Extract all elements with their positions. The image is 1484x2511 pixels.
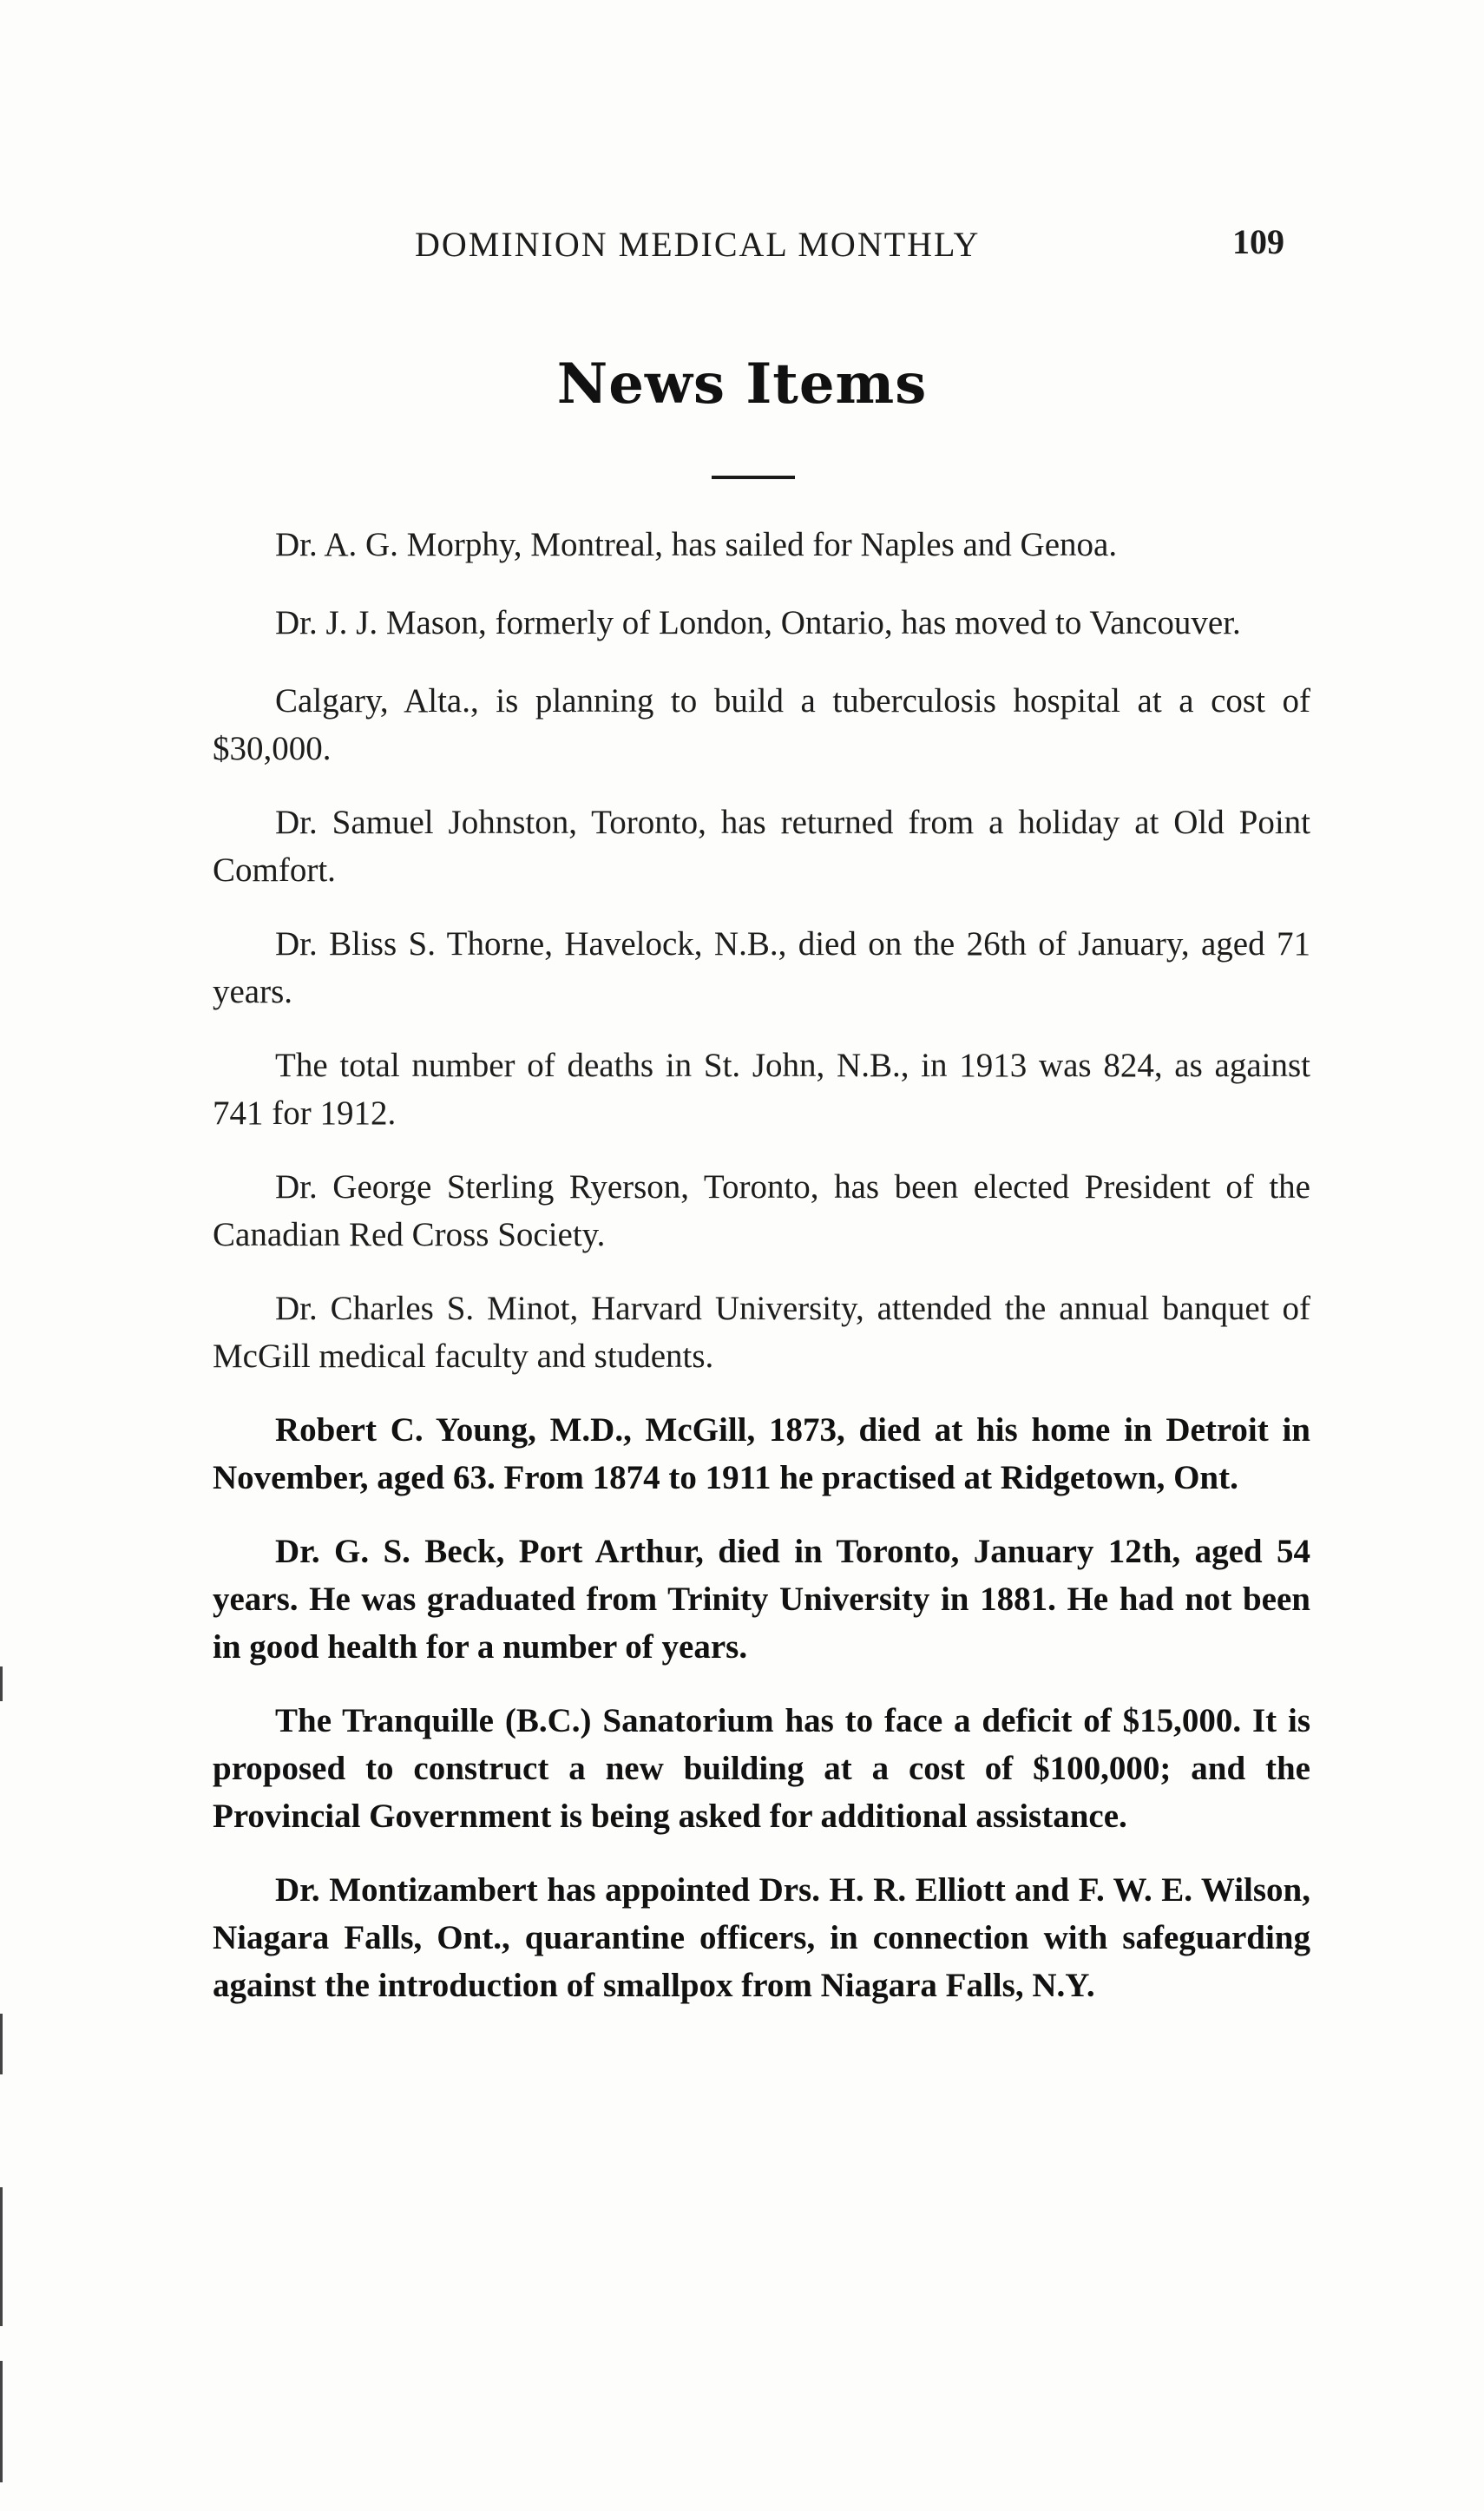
news-item: Dr. Bliss S. Thorne, Havelock, N.B., died on the 26th of January, aged 71 years.: [213, 925, 1310, 1010]
section-title: News Items: [556, 352, 928, 417]
news-item: Calgary, Alta., is planning to build a tuberculosis hospital at a cost of $30,000.: [213, 682, 1310, 767]
running-head: DOMINION MEDICAL MONTHLY: [415, 225, 981, 264]
news-item: The Tranquille (B.C.) Sanatorium has to face a deficit of $15,000. It is proposed to construct a new building at a cost of $100,000; and the Provincial Government is being asked for additional assistance.: [213, 1702, 1310, 1835]
scan-edge-mark: [0, 2014, 3, 2074]
news-item: Dr. G. S. Beck, Port Arthur, died in Toronto, January 12th, aged 54 years. He was graduated from Trinity University in 1881. He had not been in good health for a number of years.: [213, 1533, 1310, 1666]
news-item: Robert C. Young, M.D., McGill, 1873, died at his home in Detroit in November, aged 63. From 1874 to 1911 he practised at Ridgetown, Ont.: [213, 1411, 1310, 1496]
news-item: Dr. Montizambert has appointed Drs. H. R. Elliott and F. W. E. Wilson, Niagara Falls, Ont., quarantine officers, in connection with safeguarding against the introduction of smallpox from Niagara Falls, N.Y.: [213, 1871, 1310, 2004]
news-item: Dr. A. G. Morphy, Montreal, has sailed for Naples and Genoa.: [275, 526, 1118, 563]
scan-edge-mark: [0, 2187, 3, 2326]
page-number: 109: [1232, 222, 1284, 261]
scan-edge-mark: [0, 2361, 3, 2482]
news-item: Dr. J. J. Mason, formerly of London, Ontario, has moved to Vancouver.: [275, 604, 1241, 641]
news-item: Dr. Charles S. Minot, Harvard University, attended the annual banquet of McGill medical faculty and students.: [213, 1290, 1310, 1375]
news-item: Dr. Samuel Johnston, Toronto, has returned from a holiday at Old Point Comfort.: [213, 804, 1310, 889]
scan-edge-mark: [0, 1666, 3, 1701]
news-item: Dr. George Sterling Ryerson, Toronto, has been elected President of the Canadian Red Cross Society.: [213, 1168, 1310, 1253]
title-rule: [712, 476, 795, 479]
news-item: The total number of deaths in St. John, N.B., in 1913 was 824, as against 741 for 1912.: [213, 1047, 1310, 1132]
news-items-list: [213, 521, 1310, 2009]
